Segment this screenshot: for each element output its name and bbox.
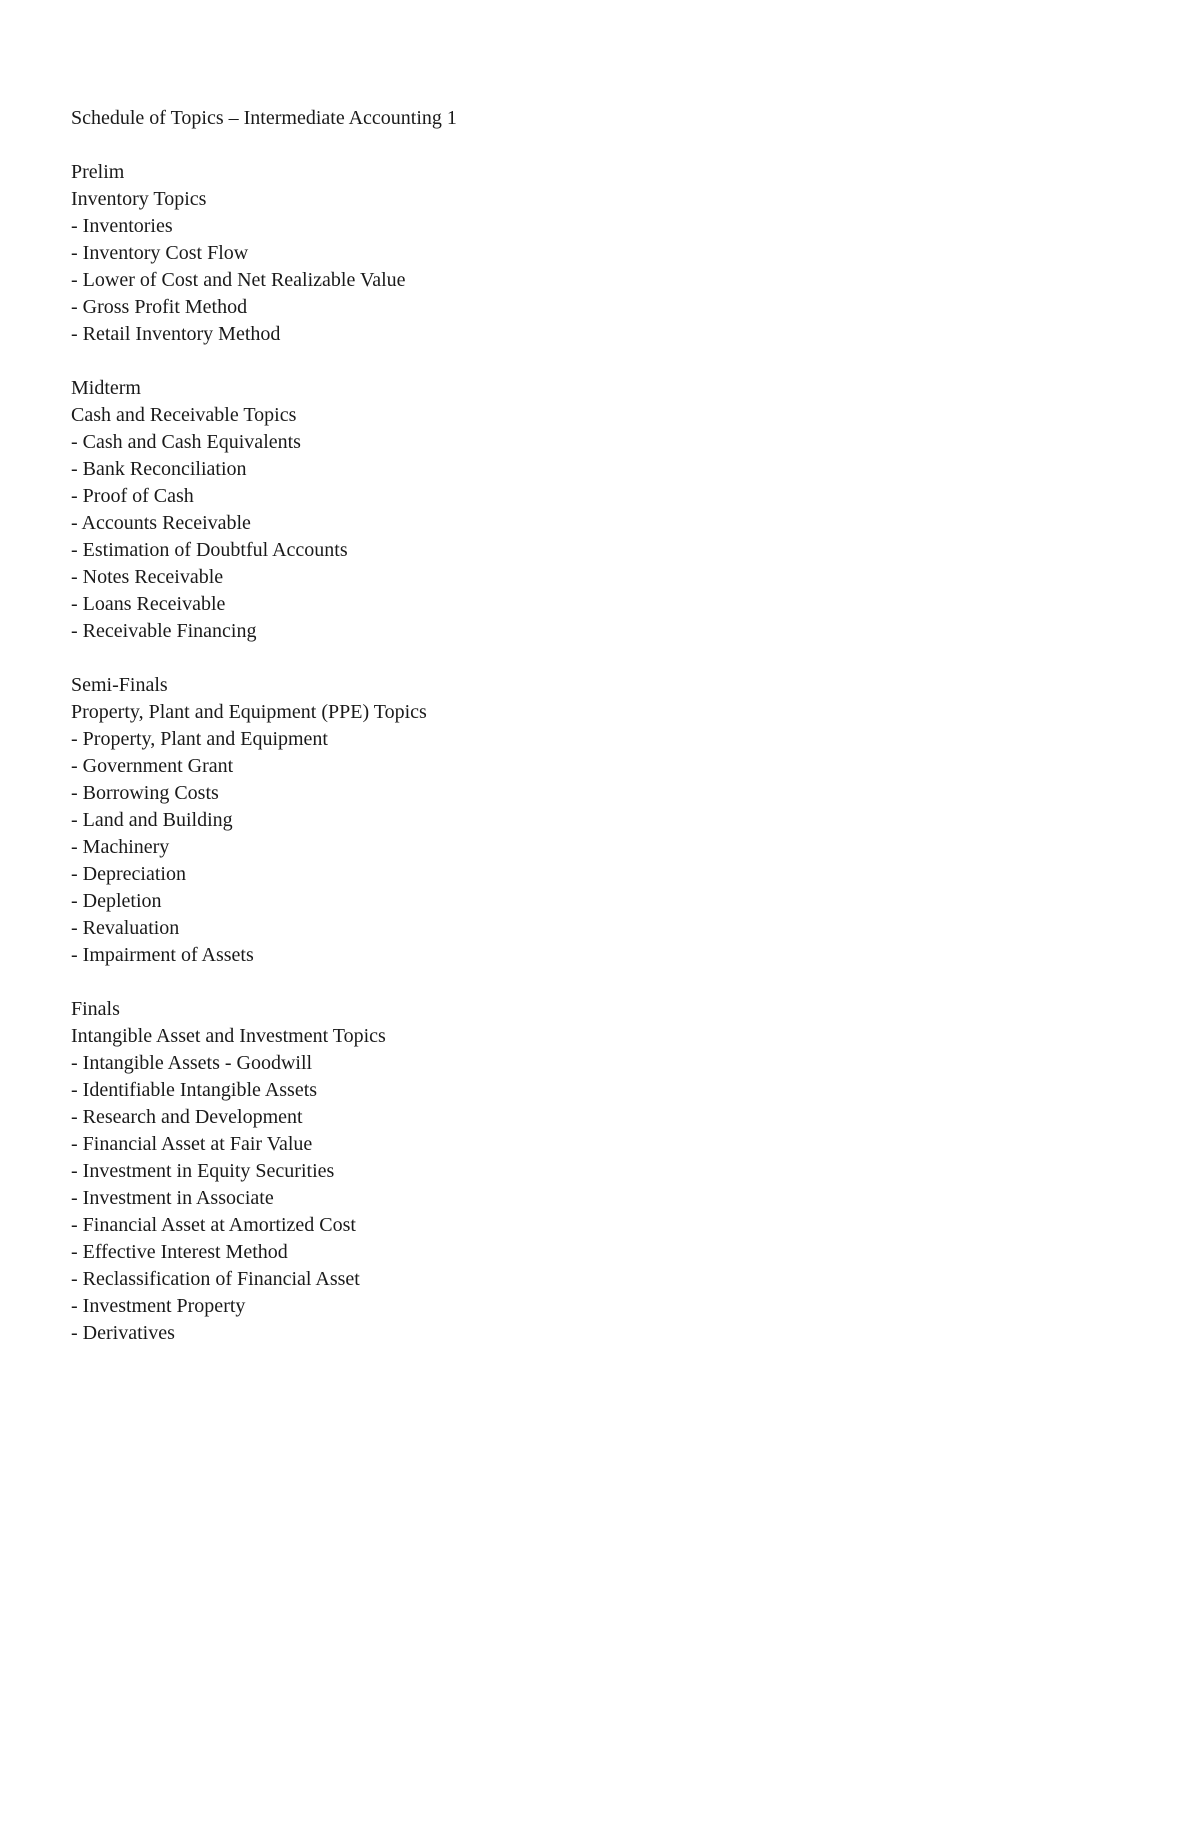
topic-item: - Reclassification of Financial Asset xyxy=(71,1268,360,1290)
topic-item: - Investment in Equity Securities xyxy=(71,1160,335,1182)
topic-item: - Notes Receivable xyxy=(71,566,224,588)
section-heading: Cash and Receivable Topics xyxy=(71,404,297,426)
topic-item: - Financial Asset at Amortized Cost xyxy=(71,1214,356,1236)
topic-item: - Depreciation xyxy=(71,863,186,885)
topic-item: - Retail Inventory Method xyxy=(71,323,281,345)
section-period: Prelim xyxy=(71,161,125,183)
topic-list xyxy=(71,429,1131,645)
topic-item: - Bank Reconciliation xyxy=(71,458,247,480)
topic-item: - Identifiable Intangible Assets xyxy=(71,1079,318,1101)
topic-item: - Government Grant xyxy=(71,755,234,777)
topic-list xyxy=(71,1050,1131,1347)
topic-item: - Depletion xyxy=(71,890,162,912)
section-midterm xyxy=(71,375,1131,645)
topic-item: - Loans Receivable xyxy=(71,593,226,615)
section-period: Semi-Finals xyxy=(71,674,168,696)
section-heading: Property, Plant and Equipment (PPE) Topics xyxy=(71,701,427,723)
topic-item: - Research and Development xyxy=(71,1106,303,1128)
spacer xyxy=(71,132,1131,159)
topic-item: - Gross Profit Method xyxy=(71,296,248,318)
topic-list xyxy=(71,213,1131,348)
topic-item: - Proof of Cash xyxy=(71,485,194,507)
topic-item: - Inventory Cost Flow xyxy=(71,242,249,264)
topic-item: - Land and Building xyxy=(71,809,233,831)
section-heading: Intangible Asset and Investment Topics xyxy=(71,1025,386,1047)
topic-item: - Accounts Receivable xyxy=(71,512,251,534)
document-title: Schedule of Topics – Intermediate Accounting 1 xyxy=(71,107,457,129)
spacer xyxy=(71,348,1131,375)
topic-item: - Lower of Cost and Net Realizable Value xyxy=(71,269,406,291)
topic-item: - Inventories xyxy=(71,215,173,237)
section-finals xyxy=(71,996,1131,1347)
topic-item: - Impairment of Assets xyxy=(71,944,254,966)
topic-item: - Machinery xyxy=(71,836,170,858)
topic-item: - Cash and Cash Equivalents xyxy=(71,431,301,453)
topic-item: - Derivatives xyxy=(71,1322,175,1344)
spacer xyxy=(71,645,1131,672)
topic-item: - Financial Asset at Fair Value xyxy=(71,1133,313,1155)
spacer xyxy=(71,969,1131,996)
topic-item: - Effective Interest Method xyxy=(71,1241,288,1263)
section-period: Finals xyxy=(71,998,120,1020)
topic-item: - Borrowing Costs xyxy=(71,782,219,804)
topic-item: - Investment in Associate xyxy=(71,1187,274,1209)
topic-list xyxy=(71,726,1131,969)
section-heading: Inventory Topics xyxy=(71,188,207,210)
topic-item: - Investment Property xyxy=(71,1295,246,1317)
topic-item: - Intangible Assets - Goodwill xyxy=(71,1052,313,1074)
topic-item: - Revaluation xyxy=(71,917,180,939)
section-prelim xyxy=(71,159,1131,348)
section-semi-finals xyxy=(71,672,1131,969)
topic-item: - Property, Plant and Equipment xyxy=(71,728,328,750)
topic-item: - Estimation of Doubtful Accounts xyxy=(71,539,348,561)
section-period: Midterm xyxy=(71,377,141,399)
topic-item: - Receivable Financing xyxy=(71,620,257,642)
document-page xyxy=(71,105,1131,1347)
